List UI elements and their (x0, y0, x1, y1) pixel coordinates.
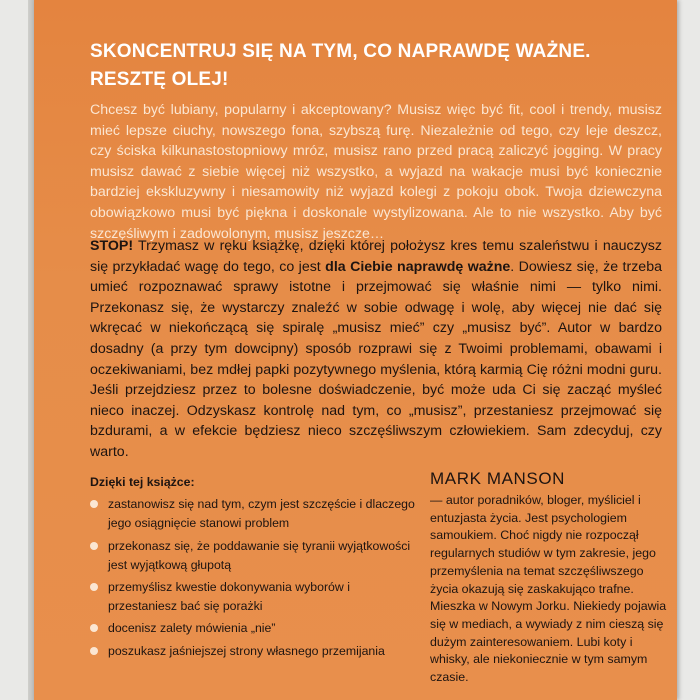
main-paragraph (90, 236, 662, 463)
author-name: MARK MANSON (430, 469, 566, 488)
author-section (430, 468, 670, 687)
benefit-item (90, 578, 420, 616)
bullet-icon (90, 624, 98, 632)
benefit-text: poszukasz jaśniejszej strony własnego przemijania (108, 643, 385, 658)
benefit-text: docenisz zalety mówienia „nie” (108, 621, 276, 636)
benefit-item (90, 642, 420, 661)
benefit-text: przemyślisz kwestie dokonywania wyborów i przestaniesz bać się porażki (108, 580, 350, 614)
benefit-text: zastanowisz się nad tym, czym jest szczęście i dlaczego jego osiągnięcie stanowi problem (108, 497, 415, 531)
benefits-title: Dzięki tej książce: (90, 475, 195, 489)
author-bio: — autor poradników, bloger, myśliciel i entuzjasta życia. Jest psychologiem samoukiem. Choć nigdy nie rozpoczął regularnych studiów w tym zakresie, jego przemyślenia na temat szczęśliwszego życia okazują się zaskakująco trafne. Mieszka w Nowym Jorku. Niekiedy pojawia się w mediach, a wywiady z nim cieszą się dużym zainteresowaniem. Lubi koty i whisky, ale niekoniecznie w tym samym czasie. (430, 493, 667, 685)
bullet-icon (90, 583, 98, 591)
benefits-list (90, 495, 420, 661)
headline-line-2: RESZTĘ OLEJ! (90, 69, 229, 90)
benefit-item (90, 619, 420, 638)
headline-line-1: SKONCENTRUJ SIĘ NA TYM, CO NAPRAWDĘ WAŻNE. (90, 41, 591, 62)
bullet-icon (90, 542, 98, 550)
benefits-section (90, 473, 420, 664)
headline (90, 38, 670, 94)
book-back-cover (34, 0, 677, 700)
bullet-icon (90, 500, 98, 508)
main-paragraph-part-2: . Dowiesz się, że trzeba umieć rozpoznawać sprawy istotne i przejmować się właśnie nimi — tylko nimi. Przekonasz się, że wystarczy znaleźć w sobie odwagę i wolę, aby więcej nie dać się wkręcać w niekończącą się spiralę „musisz mieć” czy „musisz być”. Autor w bardzo dosadny (a przy tym dowcipny) sposób rozprawi się z Twoimi problemami, obawami i oczekiwaniami, bez mdłej papki pozytywnego myślenia, którą karmią Cię różni modni guru. Jeśli przejdziesz przez to bolesne doświadczenie, być może uda Ci się zacząć myśleć nieco inaczej. Odzyskasz kontrolę nad tym, co „musisz”, przestaniesz przejmować się bzdurami, a w efekcie będziesz nieco szczęśliwszym człowiekiem. Sam zdecyduj, czy warto. (90, 258, 662, 460)
bullet-icon (90, 647, 98, 655)
benefit-item (90, 537, 420, 575)
main-paragraph-part-1: Trzymasz w ręku książkę, dzięki której położysz kres temu szaleństwu i nauczysz się przykładać wagę do tego, co jest (90, 238, 662, 275)
stop-label: STOP! (90, 238, 134, 254)
main-paragraph-emphasis: dla Ciebie naprawdę ważne (325, 258, 511, 275)
benefit-text: przekonasz się, że poddawanie się tyranii wyjątkowości jest wyjątkową głupotą (108, 538, 411, 572)
intro-paragraph: Chcesz być lubiany, popularny i akceptowany? Musisz więc być fit, cool i trendy, musisz mieć lepsze ciuchy, nowszego fona, szybszą furę. Niezależnie od tego, czy leje deszcz, czy ściska kilkunastostopniowy mróz, musisz rano przed pracą zaliczyć jogging. W pracy musisz dawać z siebie więcej niż wszystko, a wyjazd na wakacje musi być koniecznie bardziej ekskluzywny i niesamowity niż wyjazd kolegi z pokoju obok. Twoja dziewczyna obowiązkowo musi być piękna i doskonale wystylizowana. Ale to nie wszystko. Aby być szczęśliwym i zadowolonym, musisz jeszcze… (90, 102, 662, 242)
benefit-item (90, 495, 420, 533)
